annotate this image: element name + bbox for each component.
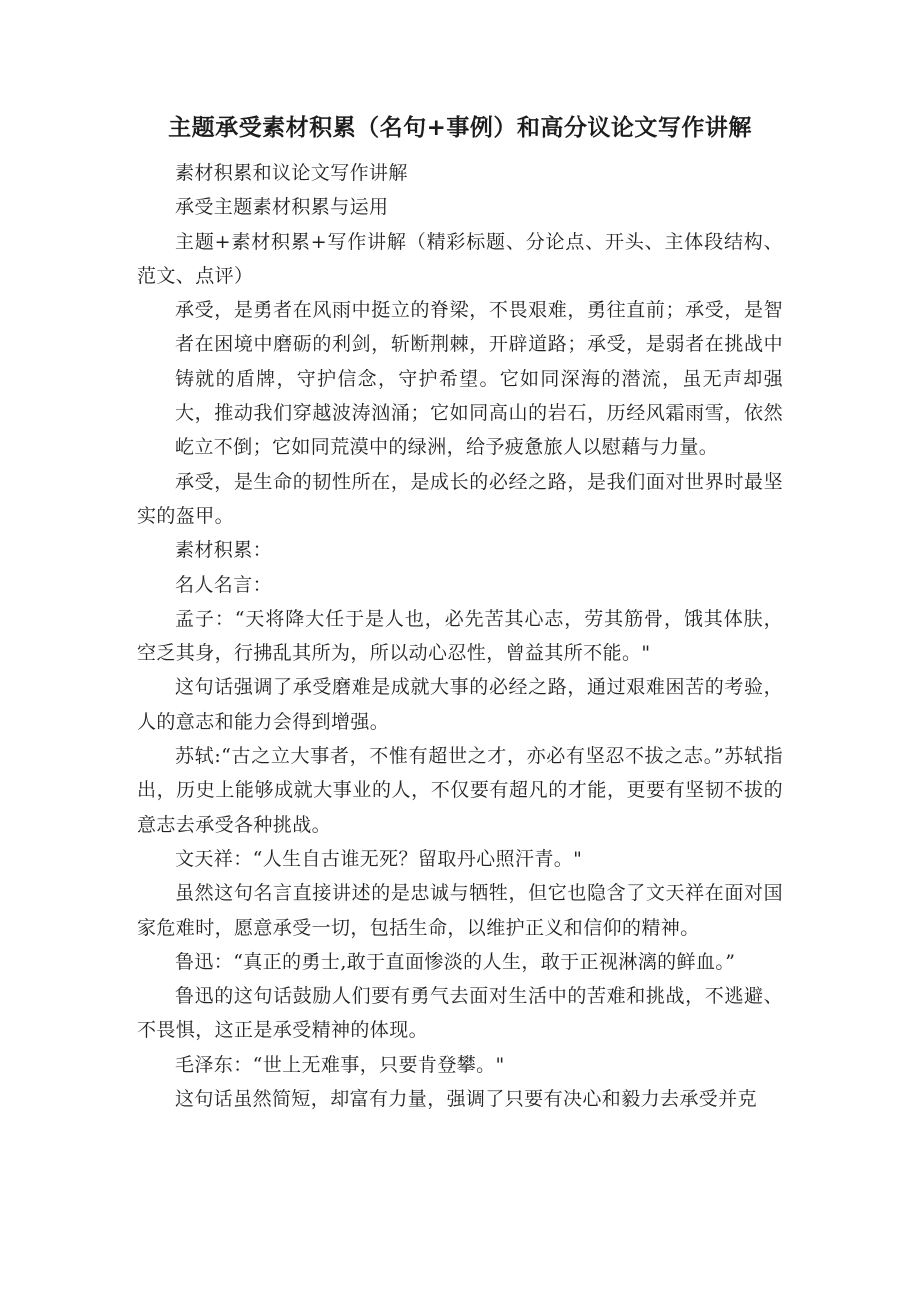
quote-paragraph: 苏轼:“古之立大事者，不惟有超世之才，亦必有坚忍不拔之志。”苏轼指出，历史上能够成就大事业的人，不仅要有超凡的才能，更要有坚韧不拔的意志去承受各种挑战。 bbox=[137, 745, 783, 836]
intro-paragraph: 承受，是生命的韧性所在，是成长的必经之路，是我们面对世界时最坚实的盔甲。 bbox=[137, 470, 783, 527]
intro-paragraph: 承受，是勇者在风雨中挺立的脊梁，不畏艰难，勇往直前；承受，是智者在困境中磨砺的利剑，斩断荆棘，开辟道路；承受，是弱者在挑战中铸就的盾牌，守护信念，守护希望。它如同深海的潜流，虽无声却强大，推动我们穿越波涛汹涌；它如同高山的岩石，历经风霜雨雪，依然屹立不倒；它如同荒漠中的绿洲，给予疲惫旅人以慰藉与力量。 bbox=[175, 299, 783, 459]
document-title: 主题承受素材积累（名句+事例）和高分议论文写作讲解 bbox=[168, 115, 752, 141]
comment-paragraph: 这句话强调了承受磨难是成就大事的必经之路，通过艰难困苦的考验，人的意志和能力会得到增强。 bbox=[137, 676, 783, 733]
document-page bbox=[137, 108, 783, 1116]
comment-paragraph: 鲁迅的这句话鼓励人们要有勇气去面对生活中的苦难和挑战，不逃避、不畏惧，这正是承受精神的体现。 bbox=[137, 985, 783, 1042]
comment-paragraph: 这句话虽然简短，却富有力量，强调了只要有决心和毅力去承受并克 bbox=[175, 1088, 758, 1111]
section-heading: 素材积累： bbox=[175, 539, 273, 562]
quote-paragraph: 文天祥：“人生自古谁无死？留取丹心照汗青。" bbox=[175, 847, 583, 870]
quote-paragraph: 鲁迅：“真正的勇士,敢于直面惨淡的人生，敢于正视淋漓的鲜血。” bbox=[175, 950, 736, 973]
section-heading: 名人名言： bbox=[175, 573, 273, 596]
quote-paragraph: 毛泽东：“世上无难事，只要肯登攀。" bbox=[175, 1053, 505, 1076]
subtitle-paragraph: 素材积累和议论文写作讲解 bbox=[175, 162, 408, 184]
quote-paragraph: 孟子：“天将降大任于是人也，必先苦其心志，劳其筋骨，饿其体肤，空乏其身，行拂乱其所为，所以动心忍性，曾益其所不能。" bbox=[137, 607, 783, 665]
subtitle-paragraph: 承受主题素材积累与运用 bbox=[175, 196, 389, 219]
comment-paragraph: 虽然这句名言直接讲述的是忠诚与牺牲，但它也隐含了文天祥在面对国家危难时，愿意承受一切，包括生命，以维护正义和信仰的精神。 bbox=[137, 882, 783, 939]
outline-paragraph: 主题+素材积累+写作讲解（精彩标题、分论点、开头、主体段结构、范文、点评） bbox=[137, 230, 783, 287]
